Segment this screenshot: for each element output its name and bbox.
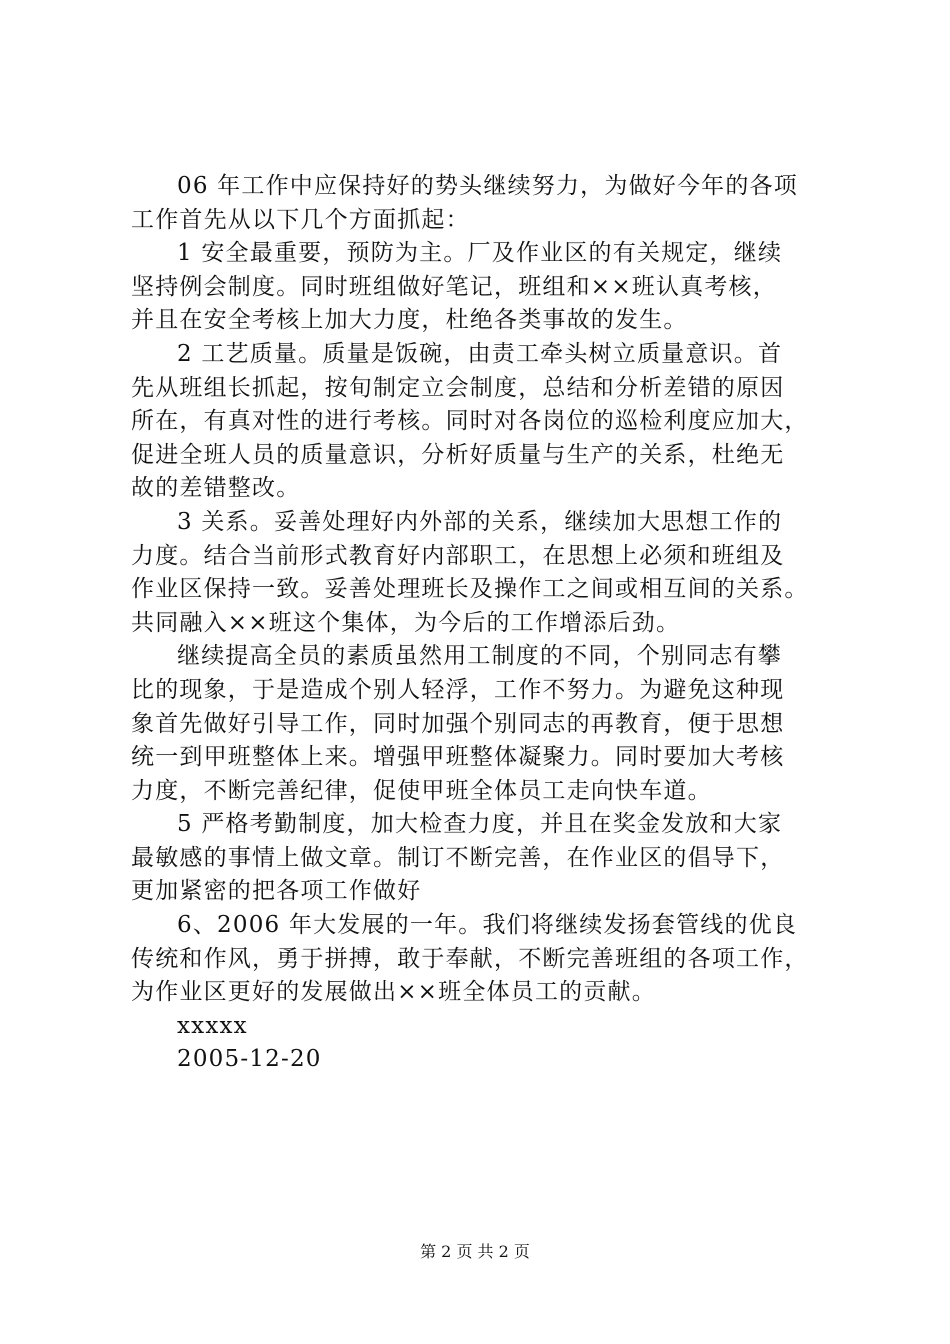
text-line: 所在，有真对性的进行考核。同时对各岗位的巡检利度应加大，: [131, 408, 809, 435]
text-line: 比的现象，于是造成个别人轻浮，工作不努力。为避免这种现: [131, 676, 785, 703]
document-body: [131, 170, 836, 1077]
text-line: xxxxx: [177, 1012, 248, 1039]
page-footer: 第 2 页 共 2 页: [420, 1242, 530, 1261]
text-line: 工作首先从以下几个方面抓起：: [131, 206, 470, 233]
text-line: 故的差错整改。: [131, 475, 301, 502]
text-line: 更加紧密的把各项工作做好: [131, 878, 422, 905]
text-line: 为作业区更好的发展做出××班全体员工的贡献。: [131, 979, 656, 1006]
text-line: 促进全班人员的质量意识，分析好质量与生产的关系，杜绝无: [131, 441, 785, 468]
text-line: 2005-12-20: [177, 1046, 322, 1073]
text-line: 统一到甲班整体上来。增强甲班整体凝聚力。同时要加大考核: [131, 744, 785, 771]
text-line: 作业区保持一致。妥善处理班长及操作工之间或相互间的关系。: [131, 576, 809, 603]
text-line: 06 年工作中应保持好的势头继续努力，为做好今年的各项: [177, 173, 798, 199]
text-line: 2 工艺质量。质量是饭碗，由责工牵头树立质量意识。首: [177, 340, 783, 367]
text-line: 最敏感的事情上做文章。制订不断完善，在作业区的倡导下，: [131, 844, 785, 871]
text-line: 5 严格考勤制度，加大检查力度，并且在奖金发放和大家: [177, 811, 783, 838]
text-line: 先从班组长抓起，按旬制定立会制度，总结和分析差错的原因: [131, 374, 785, 401]
text-line: 象首先做好引导工作，同时加强个别同志的再教育，便于思想: [131, 710, 785, 737]
text-line: 6、2006 年大发展的一年。我们将继续发扬套管线的优良: [177, 912, 798, 939]
text-line: 1 安全最重要，预防为主。厂及作业区的有关规定，继续: [177, 240, 783, 267]
text-line: 共同融入××班这个集体，为今后的工作增添后劲。: [131, 609, 681, 636]
text-line: 坚持例会制度。同时班组做好笔记，班组和××班认真考核，: [131, 273, 777, 300]
text-line: 力度。结合当前形式教育好内部职工，在思想上必须和班组及: [131, 542, 785, 569]
text-line: 继续提高全员的素质虽然用工制度的不同，个别同志有攀: [177, 643, 782, 670]
text-line: 力度，不断完善纪律，促使甲班全体员工走向快车道。: [131, 777, 712, 804]
text-line: 3 关系。妥善处理好内外部的关系，继续加大思想工作的: [177, 508, 783, 535]
text-line: 传统和作风，勇于拼搏，敢于奉献，不断完善班组的各项工作，: [131, 945, 809, 972]
text-line: 并且在安全考核上加大力度，杜绝各类事故的发生。: [131, 307, 688, 334]
